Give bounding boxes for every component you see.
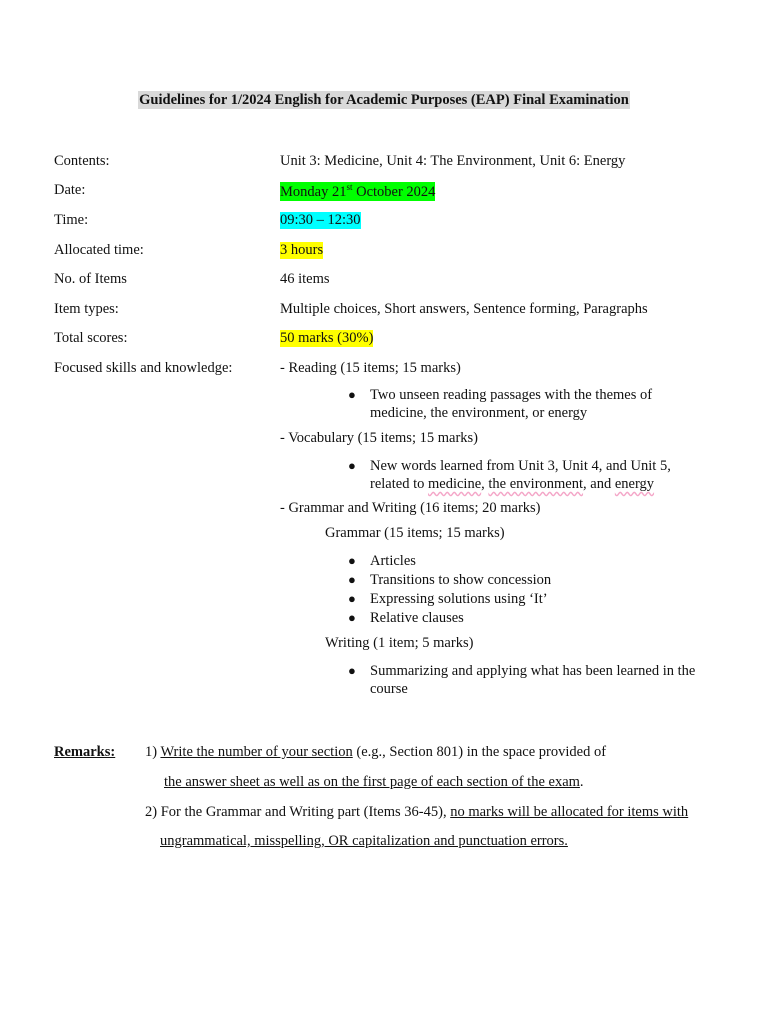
allocated-time-value: 3 hours: [280, 242, 324, 258]
spell-flag-medicine: medicine: [427, 476, 482, 492]
bullet-icon: ●: [348, 610, 356, 625]
total-scores-label: Total scores:: [54, 330, 128, 346]
contents-value: Unit 3: Medicine, Unit 4: The Environment, Unit 6: Energy: [280, 153, 626, 169]
total-scores-value: 50 marks (30%): [280, 330, 374, 346]
skills-label: Focused skills and knowledge:: [54, 360, 233, 376]
allocated-time-label: Allocated time:: [54, 242, 144, 258]
remark-2-line-2: ungrammatical, misspelling, OR capitalization and punctuation errors.: [160, 833, 568, 849]
row-allocated-time: [0, 242, 768, 262]
contents-label: Contents:: [54, 153, 110, 169]
remark-2-line-1: 2) For the Grammar and Writing part (Items 36-45), no marks will be allocated for items with: [145, 804, 689, 820]
date-value: Monday 21st October 2024: [280, 182, 436, 200]
bullet-icon: ●: [348, 553, 356, 568]
document-page: Guidelines for 1/2024 English for Academic Purposes (EAP) Final Examination Contents: Unit 3: Medicine, Unit 4: The Environment, Unit 6: Energy Date: Monday 21st October 2024 Time: 09:30 – 12:30 Allocated time: 3 hours No. of Items 46 items Item types: Multiple choices, Short answers, Sentence forming, Paragraphs Total scores: 50 marks (30%) Focused skills and knowledge: - Reading (15 items; 15 marks) ● Two unseen reading passages with the themes of medicine, the environment, or energy - Vocabulary (15 items; 15 marks) ● New words learned from Unit 3, Unit 4, and Unit 5, related to medicine, the environment, and energy - Grammar and Writing (16 items; 20 marks) Grammar (15 items; 15 marks) ● Articles ● Transitions to show concession ● Expressing solutions using ‘It’ ● Relative clauses Writing (1 item; 5 marks) ● Summarizing and applying what has been learned in the course Remarks: 1) Write the number of your section (e.g., Section 801) in the space provided of the answer sheet as well as on the first page of each section of the exam. 2) For the Grammar and Writing part (Items 36-45), no marks will be allocated for items with ungrammatical, misspelling, OR capitalization and punctuation errors.: [0, 0, 768, 1024]
time-value: 09:30 – 12:30: [280, 212, 361, 228]
bullet-icon: ●: [348, 591, 356, 606]
reading-heading: - Reading (15 items; 15 marks): [280, 360, 461, 376]
bullet-icon: ●: [348, 387, 356, 402]
remark-1-line-1: 1) Write the number of your section (e.g., Section 801) in the space provided of: [145, 744, 607, 760]
row-time: [0, 212, 768, 232]
row-skills: [0, 360, 768, 380]
bullet-icon: ●: [348, 572, 356, 587]
item-types-label: Item types:: [54, 301, 119, 317]
grammar-heading: Grammar (15 items; 15 marks): [325, 525, 505, 541]
date-label: Date:: [54, 182, 86, 198]
row-item-types: [0, 301, 768, 321]
row-total-scores: [0, 330, 768, 350]
time-label: Time:: [54, 212, 89, 228]
vocabulary-heading: - Vocabulary (15 items; 15 marks): [280, 430, 478, 446]
row-contents: [0, 153, 768, 173]
writing-heading: Writing (1 item; 5 marks): [325, 635, 474, 651]
row-date: [0, 182, 768, 202]
remark-1-line-2: the answer sheet as well as on the first page of each section of the exam.: [164, 774, 584, 790]
row-items: [0, 271, 768, 291]
spell-flag-environment: the environment: [488, 476, 584, 492]
spell-flag-energy: energy: [614, 476, 655, 492]
items-value: 46 items: [280, 271, 330, 287]
item-types-value: Multiple choices, Short answers, Sentence forming, Paragraphs: [280, 301, 648, 317]
grammar-writing-heading: - Grammar and Writing (16 items; 20 marks): [280, 500, 541, 516]
bullet-icon: ●: [348, 458, 356, 473]
items-label: No. of Items: [54, 271, 127, 287]
remarks-label: Remarks:: [54, 744, 116, 760]
bullet-icon: ●: [348, 663, 356, 678]
document-title: Guidelines for 1/2024 English for Academic Purposes (EAP) Final Examination: [139, 92, 629, 108]
